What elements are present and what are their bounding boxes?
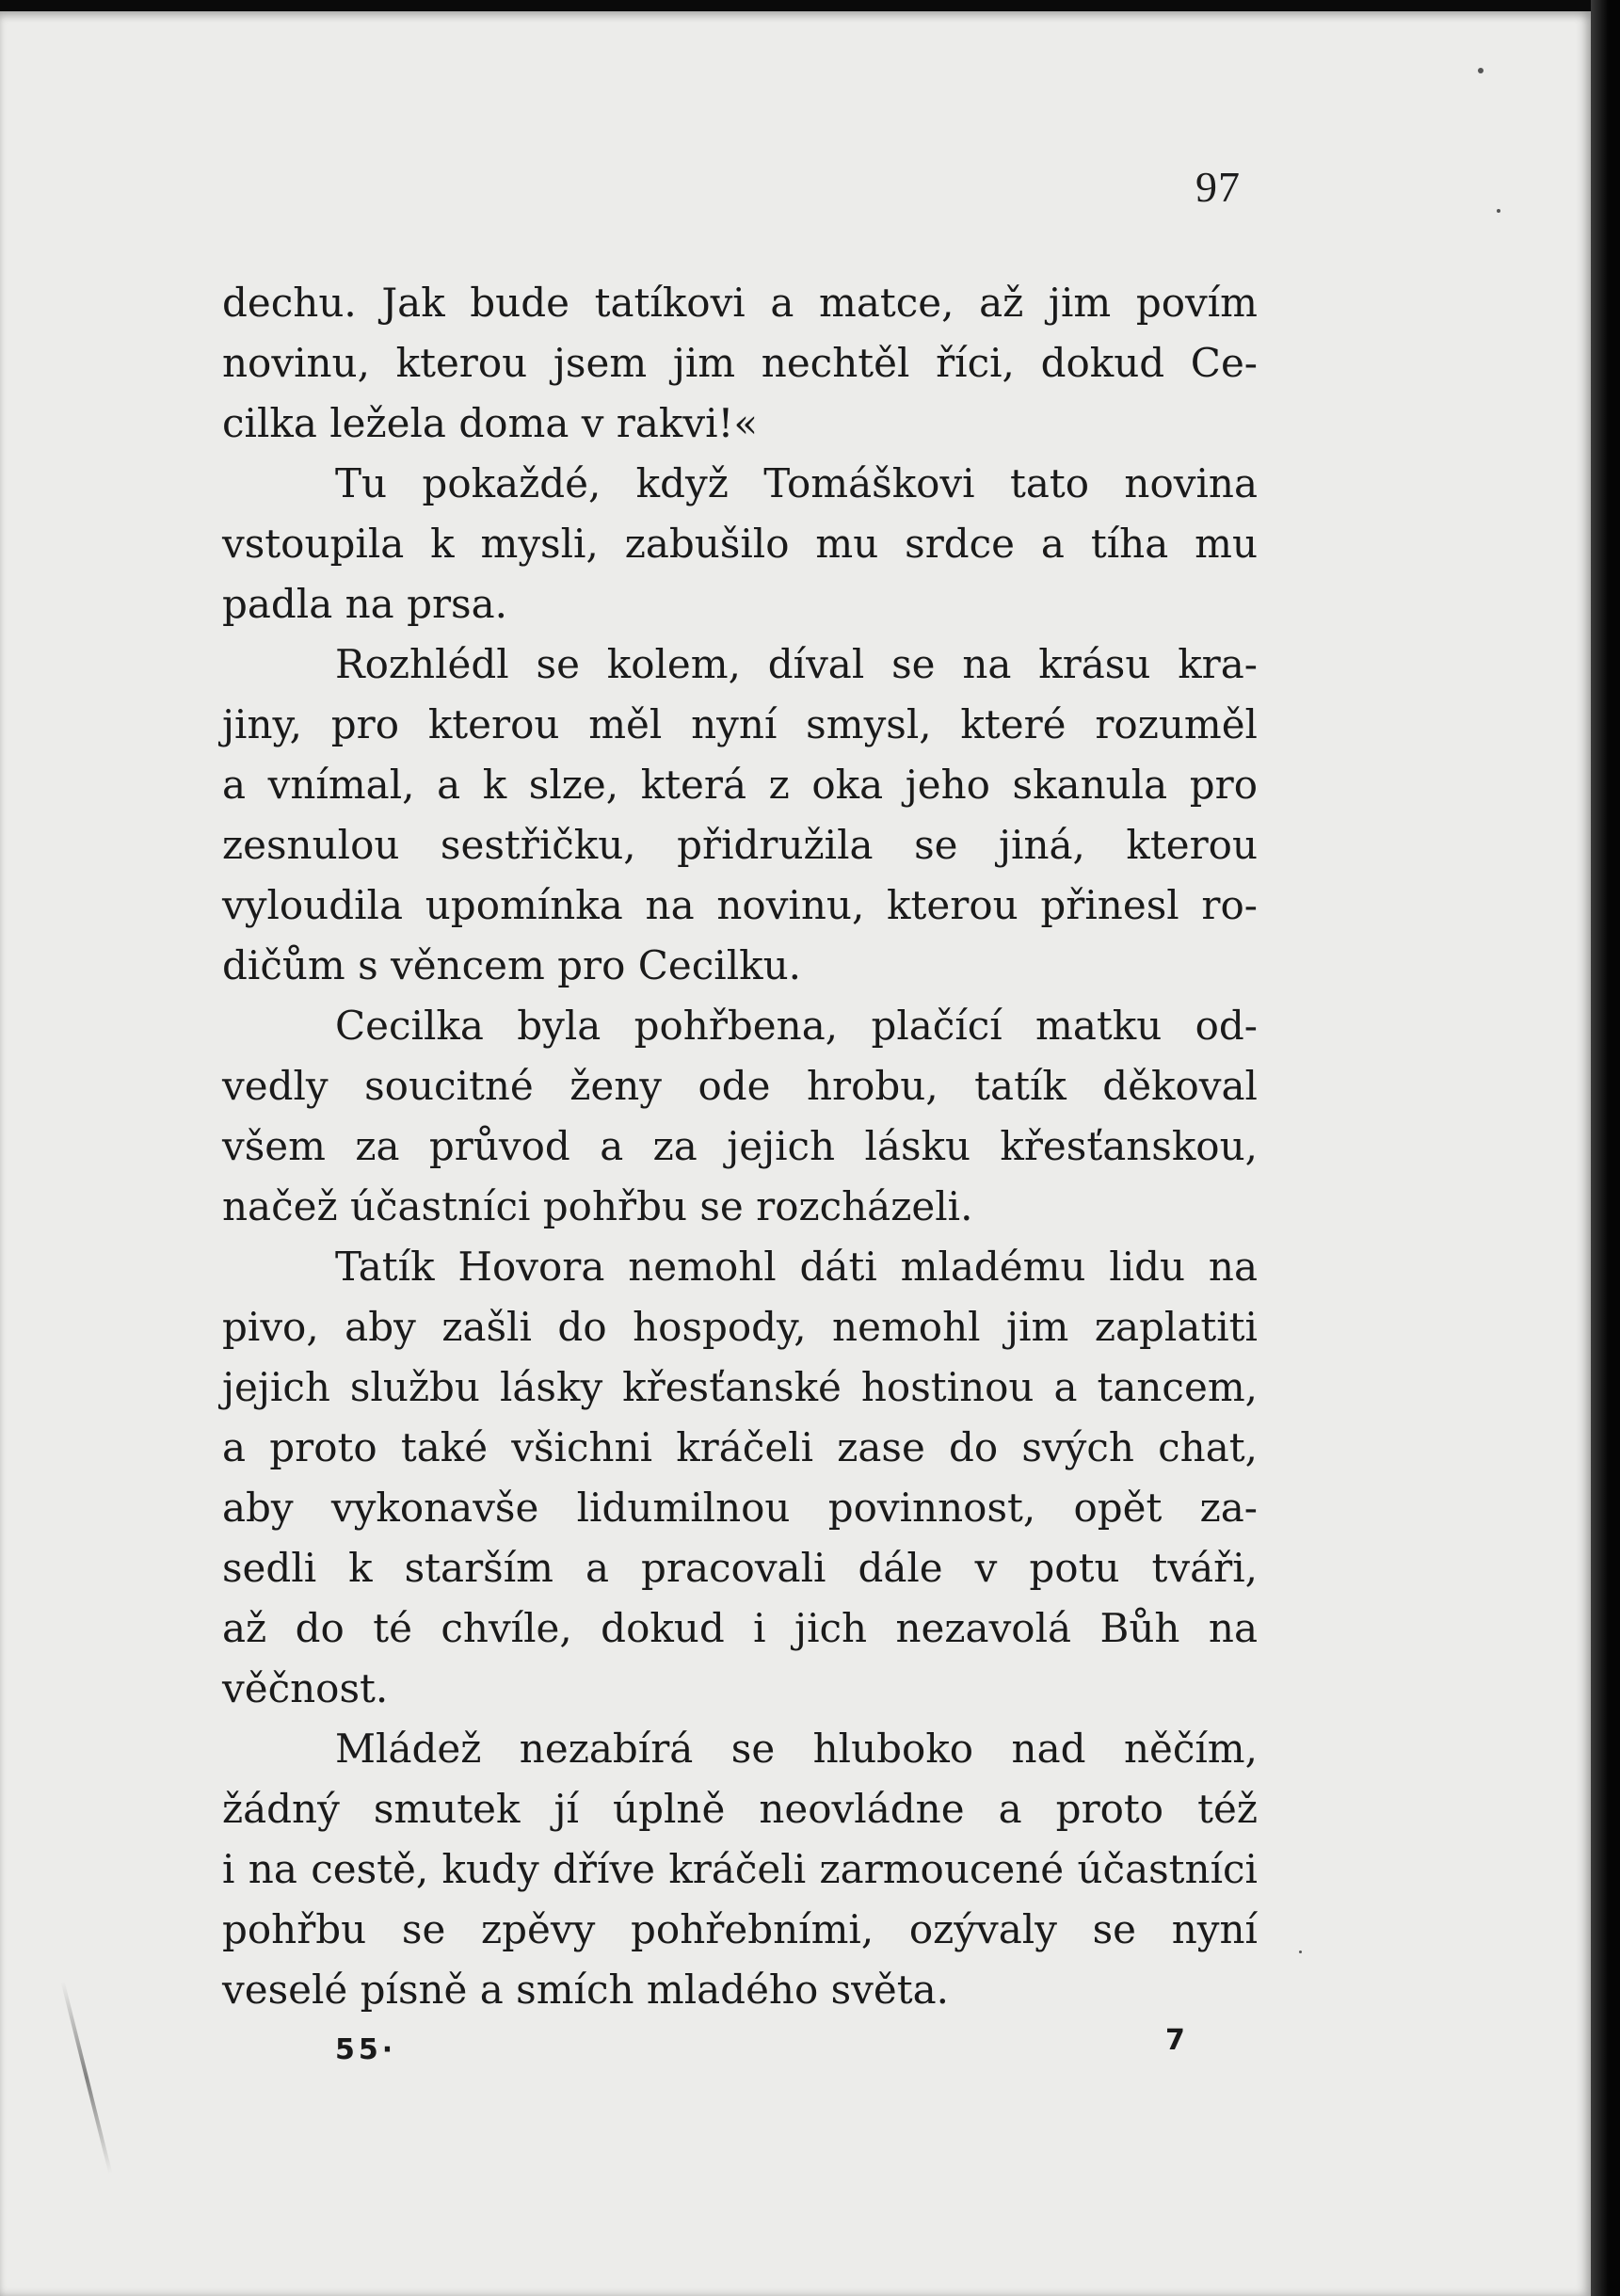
text-line: jejich službu lásky křesťanské hostinou a tancem, — [222, 1364, 1258, 1410]
body-text — [222, 273, 1258, 2020]
text-line: dičům s věncem pro Cecilku. — [222, 942, 801, 988]
paragraph — [222, 1237, 1258, 1719]
sheet-number: 7 — [1165, 2024, 1185, 2057]
text-line: jiny, pro kterou měl nyní smysl, které rozuměl — [222, 701, 1258, 747]
text-line: pivo, aby zašli do hospody, nemohl jim zaplatiti — [222, 1304, 1258, 1350]
paragraph — [222, 454, 1258, 634]
text-line: vyloudila upomínka na novinu, kterou přinesl ro- — [222, 882, 1258, 928]
text-line: zesnulou sestřičku, přidružila se jiná, kterou — [222, 822, 1258, 868]
text-line: sedli k starším a pracovali dále v potu tváři, — [222, 1545, 1258, 1591]
text-line: všem za průvod a za jejich lásku křesťanskou, — [222, 1123, 1258, 1169]
text-line: pohřbu se zpěvy pohřebními, ozývaly se nyní — [222, 1906, 1258, 1952]
text-line: Tatík Hovora nemohl dáti mladému lidu na — [335, 1244, 1258, 1290]
scan-scratch — [61, 1982, 113, 2175]
text-line: věčnost. — [222, 1665, 389, 1711]
text-line: dechu. Jak bude tatíkovi a matce, až jim povím — [222, 280, 1258, 326]
text-line: novinu, kterou jsem jim nechtěl říci, dokud Ce- — [222, 340, 1258, 386]
paragraph — [222, 996, 1258, 1237]
page-number: 97 — [1195, 163, 1241, 211]
text-line: a proto také všichni kráčeli zase do svých chat, — [222, 1424, 1258, 1470]
text-line: vedly soucitné ženy ode hrobu, tatík děkoval — [222, 1063, 1258, 1109]
scan-top-border — [0, 0, 1620, 11]
paragraph — [222, 273, 1258, 454]
text-line: Tu pokaždé, když Tomáškovi tato novina — [335, 460, 1258, 506]
text-line: padla na prsa. — [222, 581, 507, 627]
text-line: a vnímal, a k slze, která z oka jeho skanula pro — [222, 762, 1258, 808]
text-line: aby vykonavše lidumilnou povinnost, opět za- — [222, 1485, 1258, 1531]
dust-speck — [1478, 68, 1484, 73]
dust-speck — [1497, 209, 1500, 213]
text-line: Mládež nezabírá se hluboko nad něčím, — [335, 1726, 1258, 1772]
text-line: Cecilka byla pohřbena, plačící matku od- — [335, 1003, 1258, 1049]
scan-right-border — [1591, 0, 1620, 2296]
text-line: i na cestě, kudy dříve kráčeli zarmoucené účastníci — [222, 1846, 1258, 1892]
paragraph — [222, 1719, 1258, 2020]
text-line: Rozhlédl se kolem, díval se na krásu kra- — [335, 641, 1258, 687]
paragraph — [222, 634, 1258, 996]
signature-mark: 55· — [335, 2033, 397, 2066]
dust-speck — [1299, 1951, 1302, 1953]
text-line: veselé písně a smích mladého světa. — [222, 1967, 950, 2013]
text-line: žádný smutek jí úplně neovládne a proto též — [222, 1786, 1258, 1832]
text-line: vstoupila k mysli, zabušilo mu srdce a tíha mu — [222, 521, 1258, 567]
text-line: načež účastníci pohřbu se rozcházeli. — [222, 1183, 973, 1229]
text-line: cilka ležela doma v rakvi!« — [222, 400, 759, 446]
text-line: až do té chvíle, dokud i jich nezavolá Bůh na — [222, 1605, 1258, 1651]
